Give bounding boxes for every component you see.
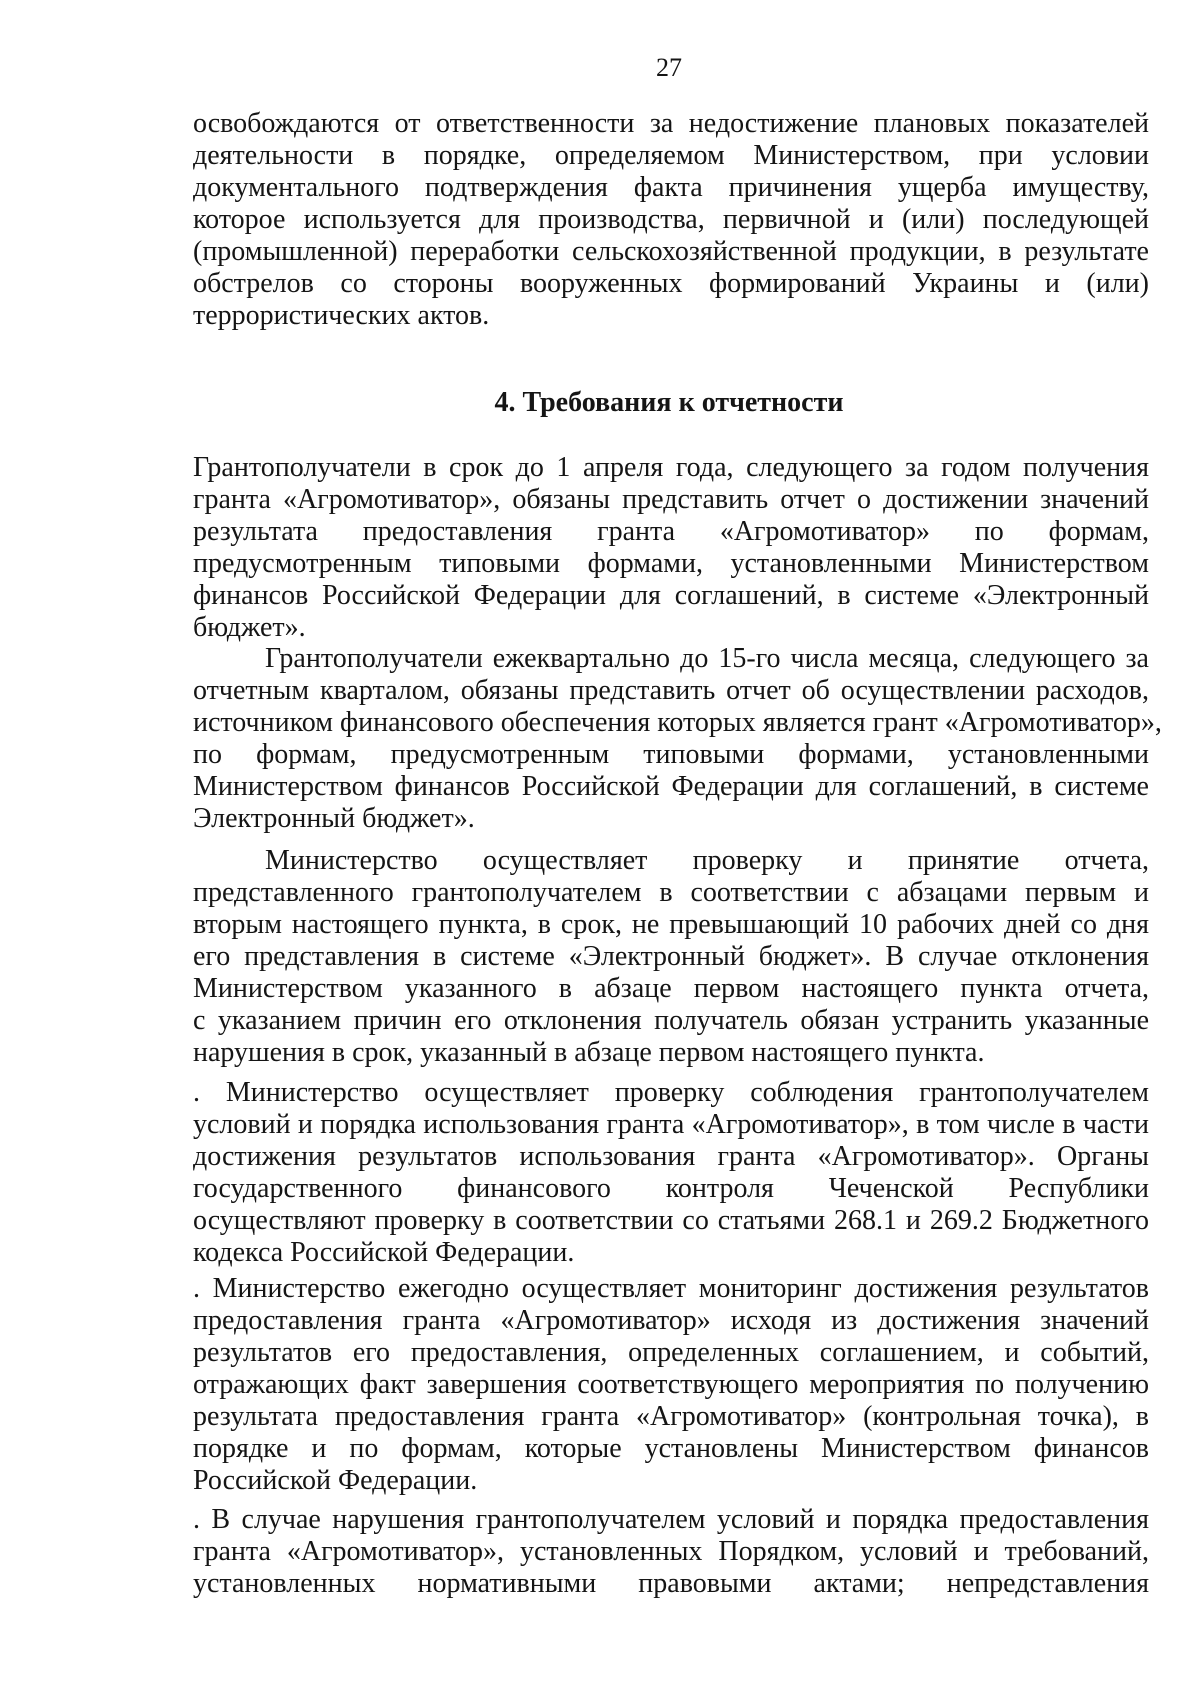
text-line: его представления в системе «Электронный бюджет». В случае отклонения	[193, 941, 1149, 972]
text-line: деятельности в порядке, определяемом Министерством, при условии	[193, 140, 1149, 171]
text-line: отражающих факт завершения соответствующего мероприятия по получению	[193, 1369, 1149, 1400]
text-line: гранта «Агромотиватор», обязаны представить отчет о достижении значений	[193, 484, 1149, 515]
text-line: . Министерство осуществляет проверку соблюдения грантополучателем	[193, 1077, 1149, 1108]
text-line: результатов его предоставления, определенных соглашением, и событий,	[193, 1337, 1149, 1368]
text-line: результата предоставления гранта «Агромотиватор» (контрольная точка), в	[193, 1401, 1149, 1432]
text-line: государственного финансового контроля Чеченской Республики	[193, 1173, 1149, 1204]
text-line: нарушения в срок, указанный в абзаце первом настоящего пункта.	[193, 1037, 985, 1068]
text-line: которое используется для производства, первичной и (или) последующей	[193, 204, 1149, 235]
text-line: вторым настоящего пункта, в срок, не превышающий 10 рабочих дней со дня	[193, 909, 1149, 940]
text-line: Грантополучатели в срок до 1 апреля года, следующего за годом получения	[193, 452, 1149, 483]
text-line: бюджет».	[193, 612, 306, 643]
text-line: источником финансового обеспечения которых является грант «Агромотиватор»,	[193, 707, 1162, 738]
text-line: кодекса Российской Федерации.	[193, 1237, 575, 1268]
text-line: финансов Российской Федерации для соглашений, в системе «Электронный	[193, 580, 1149, 611]
text-line: представленного грантополучателем в соответствии с абзацами первым и	[193, 877, 1149, 908]
text-line: . В случае нарушения грантополучателем условий и порядка предоставления	[193, 1504, 1149, 1535]
text-line: установленных нормативными правовыми актами; непредставления	[193, 1568, 1149, 1599]
paragraph-annual-report	[193, 452, 1149, 644]
text-line: по формам, предусмотренным типовыми формами, установленными	[193, 739, 1149, 770]
section-heading: 4. Требования к отчетности	[494, 387, 844, 418]
page-number: 27	[656, 53, 682, 82]
text-line: . Министерство ежегодно осуществляет мониторинг достижения результатов	[193, 1273, 1149, 1304]
paragraph-quarterly-report	[193, 643, 1162, 835]
text-line: Министерством указанного в абзаце первом настоящего пункта отчета,	[193, 973, 1149, 1004]
text-line: (промышленной) переработки сельскохозяйственной продукции, в результате	[193, 236, 1149, 267]
text-line: с указанием причин его отклонения получатель обязан устранить указанные	[193, 1005, 1149, 1036]
text-line: гранта «Агромотиватор», установленных Порядком, условий и требований,	[193, 1536, 1149, 1567]
text-line: порядке и по формам, которые установлены Министерством финансов	[193, 1433, 1149, 1464]
paragraph-compliance-check	[193, 1077, 1149, 1269]
text-line: обстрелов со стороны вооруженных формирований Украины и (или)	[193, 268, 1149, 299]
paragraph-monitoring	[193, 1273, 1149, 1497]
paragraph-violations	[193, 1504, 1149, 1600]
text-line: Российской Федерации.	[193, 1465, 478, 1496]
text-line: результата предоставления гранта «Агромотиватор» по формам,	[193, 516, 1149, 547]
text-line: Министерство осуществляет проверку и принятие отчета,	[265, 845, 1149, 876]
text-line: предусмотренным типовыми формами, установленными Министерством	[193, 548, 1149, 579]
text-line: осуществляют проверку в соответствии со статьями 268.1 и 269.2 Бюджетного	[193, 1205, 1149, 1236]
text-line: предоставления гранта «Агромотиватор» исходя из достижения значений	[193, 1305, 1149, 1336]
intro-paragraph	[193, 108, 1149, 332]
text-line: террористических актов.	[193, 300, 490, 331]
text-line: Грантополучатели ежеквартально до 15-го числа месяца, следующего за	[265, 643, 1149, 674]
text-line: Министерством финансов Российской Федерации для соглашений, в системе	[193, 771, 1149, 802]
paragraph-report-review	[193, 845, 1149, 1069]
text-line: Электронный бюджет».	[193, 803, 475, 834]
text-line: достижения результатов использования гранта «Агромотиватор». Органы	[193, 1141, 1149, 1172]
text-line: освобождаются от ответственности за недостижение плановых показателей	[193, 108, 1149, 139]
text-line: документального подтверждения факта причинения ущерба имуществу,	[193, 172, 1149, 203]
text-line: условий и порядка использования гранта «Агромотиватор», в том числе в части	[193, 1109, 1149, 1140]
text-line: отчетным кварталом, обязаны представить отчет об осуществлении расходов,	[193, 675, 1149, 706]
